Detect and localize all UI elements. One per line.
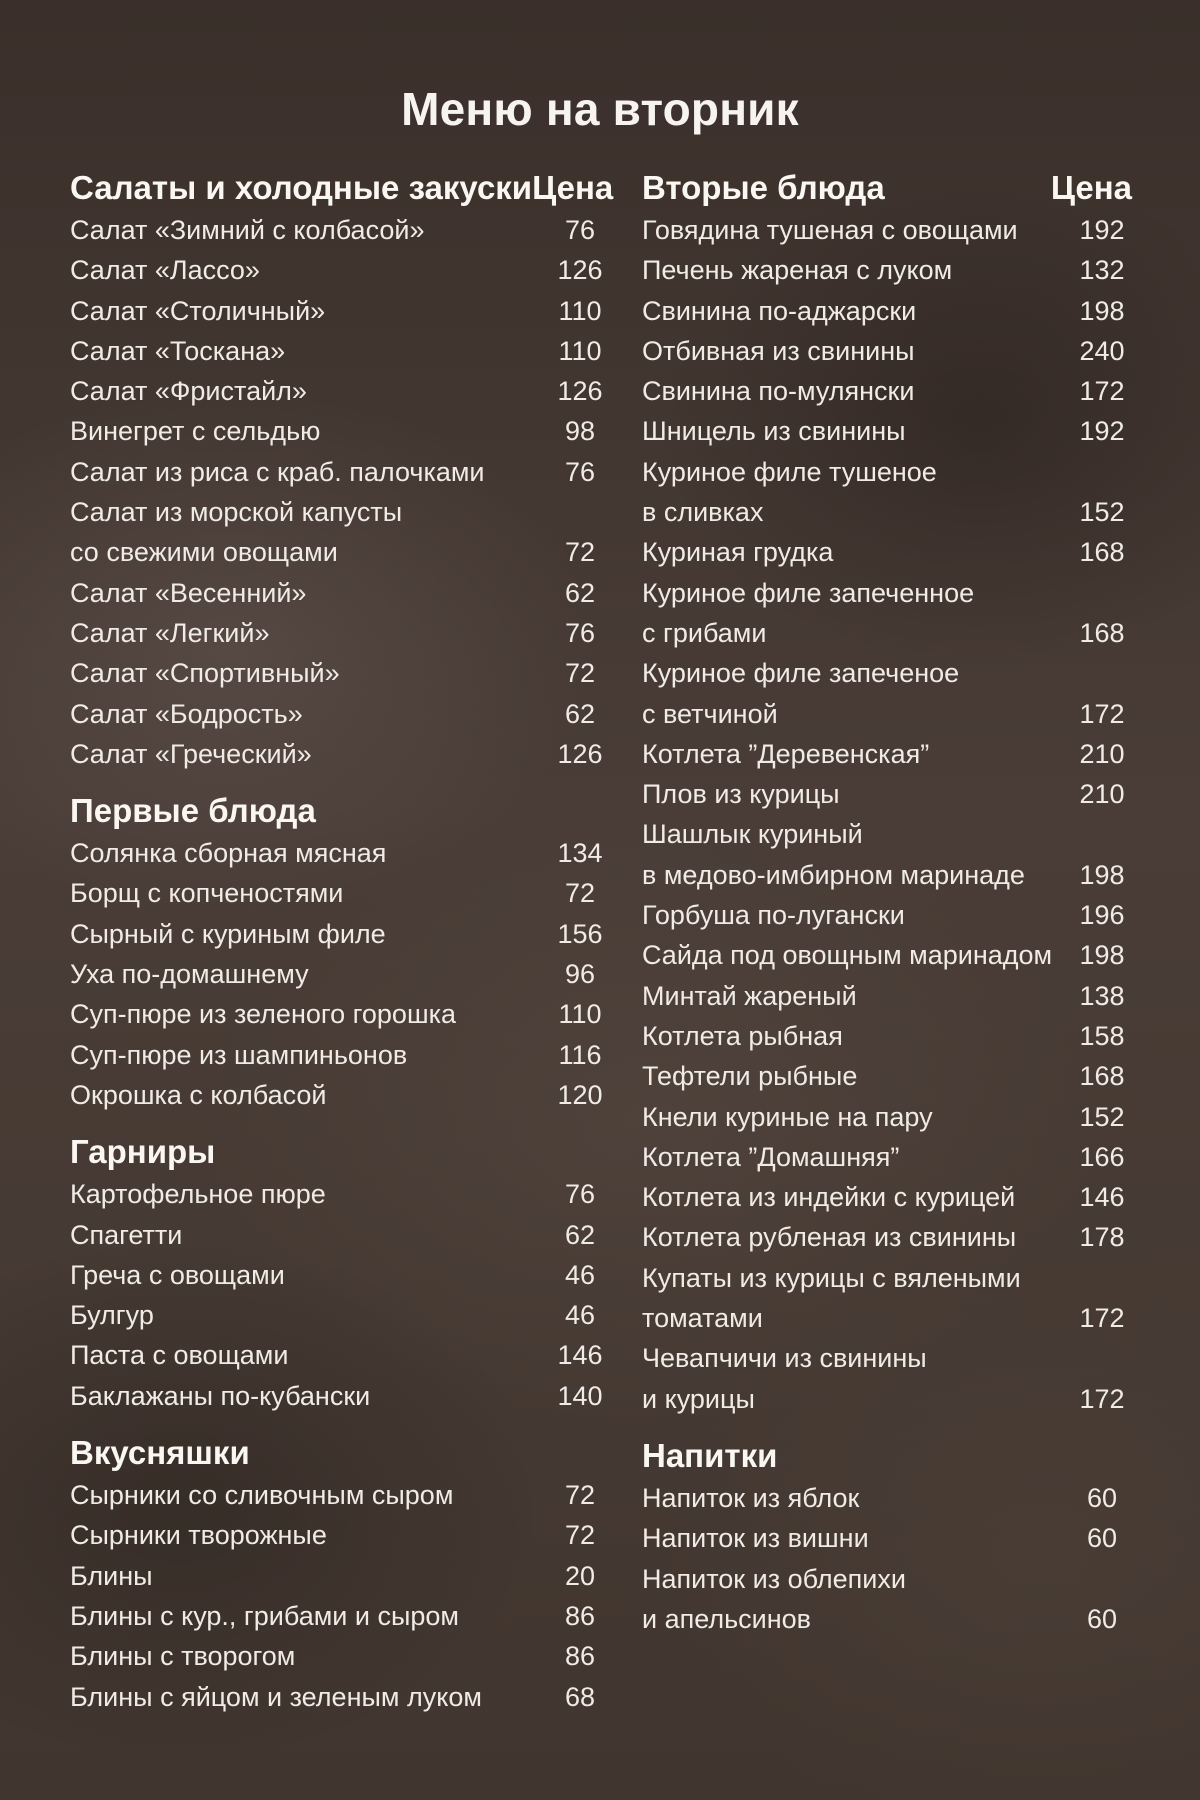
- menu-item: [642, 976, 1132, 1016]
- menu-item: [70, 210, 610, 250]
- menu-item: [70, 1376, 610, 1416]
- price-column-label: Цена: [1050, 169, 1132, 206]
- menu-item: [70, 1677, 610, 1717]
- menu-item: [642, 452, 1132, 533]
- item-price: 196: [1079, 900, 1125, 931]
- menu-item: [642, 210, 1132, 250]
- menu-item: [642, 895, 1132, 935]
- item-name: Котлета ”Деревенская”: [642, 738, 930, 769]
- item-name: [642, 1559, 906, 1640]
- menu-item: [70, 1596, 610, 1636]
- menu-item: [70, 1174, 610, 1214]
- menu-item: [70, 914, 610, 954]
- menu-item: [70, 1255, 610, 1295]
- item-name: Плов из курицы: [642, 779, 840, 810]
- item-price: 158: [1079, 1020, 1125, 1051]
- section-second-courses: [642, 166, 1132, 1419]
- item-name: Блины с творогом: [70, 1641, 296, 1672]
- menu-item: [642, 1338, 1132, 1419]
- item-name: [642, 452, 937, 533]
- item-name: Салат «Лассо»: [70, 255, 260, 286]
- item-name: Напиток из яблок: [642, 1482, 860, 1513]
- item-price: 86: [564, 1600, 596, 1631]
- item-name-line: Куриное филе тушеное: [642, 456, 937, 487]
- section-drinks: [642, 1434, 1132, 1639]
- item-price: 198: [1079, 859, 1125, 890]
- menu-item: [642, 653, 1132, 734]
- menu-item: [70, 994, 610, 1034]
- item-name-line: в медово-имбирном маринаде: [642, 859, 1025, 890]
- menu-item: [70, 1215, 610, 1255]
- item-name: Салат «Весенний»: [70, 577, 307, 608]
- menu-item: [642, 1258, 1132, 1339]
- item-price: 72: [564, 878, 596, 909]
- item-price: 98: [564, 416, 596, 447]
- item-name: Котлета рыбная: [642, 1020, 843, 1051]
- left-column: [70, 166, 614, 1717]
- item-name: Горбуша по-лугански: [642, 900, 905, 931]
- item-price: 60: [1086, 1603, 1118, 1634]
- section-title: Салаты и холодные закуски: [70, 169, 533, 206]
- section-items: [642, 210, 1132, 1419]
- item-price: 138: [1079, 980, 1125, 1011]
- item-name: [70, 492, 402, 573]
- item-price: 110: [558, 295, 602, 326]
- menu-item: [70, 873, 610, 913]
- menu-item: [642, 1137, 1132, 1177]
- section-first-courses: [70, 789, 610, 1115]
- item-price: 76: [564, 617, 596, 648]
- item-name: Тефтели рыбные: [642, 1061, 858, 1092]
- menu-item: [642, 1097, 1132, 1137]
- section-header: [642, 1434, 1132, 1478]
- menu-item: [70, 833, 610, 873]
- section-items: [70, 1174, 610, 1416]
- menu-item: [642, 532, 1132, 572]
- item-price: 168: [1079, 1061, 1125, 1092]
- item-name: Салат «Зимний с колбасой»: [70, 215, 425, 245]
- item-name: Винегрет с сельдью: [70, 416, 321, 447]
- item-price: 76: [564, 456, 596, 487]
- item-name: [642, 1338, 927, 1419]
- item-name: Паста с овощами: [70, 1340, 289, 1371]
- item-name: Котлета из индейки с курицей: [642, 1182, 1016, 1213]
- item-price: 60: [1086, 1482, 1118, 1513]
- item-price: 62: [564, 577, 596, 608]
- section-items: [642, 1478, 1132, 1639]
- item-name: Булгур: [70, 1300, 154, 1331]
- menu-item: [70, 291, 610, 331]
- item-name-line: Куриное филе запеченное: [642, 577, 975, 608]
- item-name: Уха по-домашнему: [70, 959, 309, 990]
- item-price: 62: [564, 698, 596, 729]
- item-name: Салат «Греческий»: [70, 738, 312, 769]
- menu-item: [642, 734, 1132, 774]
- menu-item: [642, 814, 1132, 895]
- menu-item: [642, 935, 1132, 975]
- item-name: Салат «Тоскана»: [70, 335, 286, 366]
- item-name: Борщ с копченостями: [70, 878, 344, 909]
- section-title: Вкусняшки: [70, 1434, 250, 1472]
- item-name-line: Шашлык куриный: [642, 819, 863, 850]
- item-price: 62: [564, 1219, 596, 1250]
- item-price: 20: [564, 1560, 596, 1591]
- item-name: Салат «Бодрость»: [70, 698, 303, 729]
- menu-item: [70, 653, 610, 693]
- section-header: [70, 789, 610, 833]
- menu-item: [642, 1518, 1132, 1558]
- item-name-line: и апельсинов: [642, 1603, 812, 1634]
- item-price: 192: [1079, 416, 1125, 447]
- menu-item: [642, 1177, 1132, 1217]
- item-name-line: с ветчиной: [642, 698, 778, 729]
- item-name: Суп-пюре из шампиньонов: [70, 1039, 408, 1070]
- item-price: 166: [1079, 1141, 1125, 1172]
- menu-item: [642, 1056, 1132, 1096]
- item-price: 240: [1079, 335, 1125, 366]
- item-price: 76: [564, 1179, 596, 1210]
- item-price: 178: [1079, 1222, 1125, 1253]
- menu-item: [70, 573, 610, 613]
- item-price: 172: [1079, 376, 1125, 407]
- item-price: 198: [1079, 295, 1125, 326]
- item-name-line: Купаты из курицы с вялеными: [642, 1262, 1021, 1293]
- item-name-line: с грибами: [642, 617, 767, 648]
- item-name: Отбивная из свинины: [642, 335, 915, 366]
- item-name: [642, 653, 959, 734]
- item-name: Кнели куриные на пару: [642, 1101, 933, 1132]
- menu-item: [642, 331, 1132, 371]
- item-price: 86: [564, 1641, 596, 1672]
- item-name: [642, 814, 1025, 895]
- item-price: 210: [1079, 779, 1125, 810]
- item-name-line: Чевапчичи из свинины: [642, 1343, 927, 1374]
- menu-item: [70, 1075, 610, 1115]
- item-name-line: Напиток из облепихи: [642, 1563, 906, 1594]
- item-price: 152: [1079, 497, 1125, 528]
- item-name: Солянка сборная мясная: [70, 838, 387, 869]
- menu-item: [642, 411, 1132, 451]
- item-name: Спагетти: [70, 1219, 183, 1250]
- section-items: [70, 833, 610, 1115]
- item-price: 110: [558, 335, 602, 366]
- item-price: 72: [564, 1480, 596, 1511]
- item-price: 168: [1079, 537, 1125, 568]
- menu-item: [70, 492, 610, 573]
- item-price: 156: [557, 918, 603, 949]
- section-title: Гарниры: [70, 1133, 216, 1171]
- item-name-line: Куриное филе запеченое: [642, 658, 960, 689]
- item-price: 126: [557, 255, 603, 286]
- item-name: Салат «Легкий»: [70, 617, 270, 648]
- menu-item: [642, 250, 1132, 290]
- section-title: Вторые блюда: [642, 169, 885, 206]
- item-price: 168: [1079, 617, 1125, 648]
- section-title: Напитки: [642, 1436, 778, 1474]
- menu-item: [70, 331, 610, 371]
- item-name-line: в сливках: [642, 497, 764, 528]
- section-title: Первые блюда: [70, 792, 316, 830]
- section-items: [70, 210, 610, 774]
- menu-item: [70, 1295, 610, 1335]
- menu-item: [70, 734, 610, 774]
- menu-item: [70, 1035, 610, 1075]
- section-header: [70, 1130, 610, 1174]
- item-name: Блины с яйцом и зеленым луком: [70, 1681, 482, 1712]
- item-price: 172: [1079, 1383, 1125, 1414]
- item-price: 68: [564, 1681, 596, 1712]
- section-header: [642, 166, 1132, 210]
- section-treats: [70, 1431, 610, 1717]
- menu-item: [70, 1335, 610, 1375]
- item-name: Котлета ”Домашняя”: [642, 1141, 900, 1172]
- item-price: 192: [1079, 215, 1125, 245]
- page-title: Меню на вторник: [401, 83, 799, 135]
- item-price: 110: [558, 999, 602, 1030]
- item-name-line: и курицы: [642, 1383, 755, 1414]
- item-price: 120: [557, 1079, 603, 1110]
- item-price: 46: [564, 1300, 596, 1331]
- item-name: Окрошка с колбасой: [70, 1079, 327, 1110]
- section-header: [70, 166, 614, 210]
- item-price: 60: [1086, 1523, 1118, 1554]
- item-name-line: томатами: [642, 1303, 763, 1334]
- item-name: Свинина по-мулянски: [642, 376, 915, 407]
- item-price: 116: [558, 1039, 602, 1070]
- menu-item: [642, 1217, 1132, 1257]
- menu-item: [642, 371, 1132, 411]
- item-name: Баклажаны по-кубански: [70, 1380, 371, 1411]
- item-price: 146: [557, 1340, 603, 1371]
- item-name: Салат «Столичный»: [70, 295, 326, 326]
- item-name: Сырники со сливочным сыром: [70, 1480, 454, 1511]
- item-price: 72: [564, 658, 596, 689]
- item-name: Шницель из свинины: [642, 416, 906, 447]
- item-price: 72: [564, 1520, 596, 1551]
- item-price: 140: [557, 1380, 603, 1411]
- item-price: 126: [557, 738, 603, 769]
- section-items: [70, 1475, 610, 1717]
- item-price: 132: [1079, 255, 1125, 286]
- item-name: Напиток из вишни: [642, 1523, 869, 1554]
- item-price: 198: [1079, 940, 1125, 971]
- item-price: 76: [564, 215, 596, 245]
- section-salads: [70, 166, 614, 774]
- section-header: [70, 1431, 610, 1475]
- item-price: 72: [564, 537, 596, 568]
- item-name-line: Салат из морской капусты: [70, 497, 403, 528]
- item-price: 46: [564, 1259, 596, 1290]
- menu-item: [70, 694, 610, 734]
- menu-item: [642, 774, 1132, 814]
- item-name: [642, 1258, 1021, 1339]
- menu-item: [70, 1636, 610, 1676]
- item-name: Говядина тушеная с овощами: [642, 215, 1018, 245]
- item-price: 146: [1079, 1182, 1125, 1213]
- item-name: Куриная грудка: [642, 537, 834, 568]
- item-name: Картофельное пюре: [70, 1179, 326, 1210]
- menu-item: [642, 1559, 1132, 1640]
- item-name: Минтай жареный: [642, 980, 857, 1011]
- item-name-line: со свежими овощами: [70, 537, 338, 568]
- menu-item: [70, 954, 610, 994]
- item-name: Котлета рубленая из свинины: [642, 1222, 1017, 1253]
- item-price: 96: [564, 959, 596, 990]
- price-column-label: Цена: [532, 169, 614, 206]
- item-name: Сырный с куриным филе: [70, 918, 386, 949]
- menu-item: [642, 1016, 1132, 1056]
- item-name: Суп-пюре из зеленого горошка: [70, 999, 457, 1030]
- menu-item: [70, 1556, 610, 1596]
- item-name: Салат «Спортивный»: [70, 658, 340, 689]
- item-name: Свинина по-аджарски: [642, 295, 917, 326]
- right-column: [642, 166, 1132, 1639]
- item-price: 126: [557, 376, 603, 407]
- item-name: Салат из риса с краб. палочками: [70, 456, 485, 487]
- menu-item: [642, 573, 1132, 654]
- menu-item: [70, 452, 610, 492]
- item-name: Блины: [70, 1560, 153, 1591]
- item-name: Блины с кур., грибами и сыром: [70, 1600, 459, 1631]
- menu-item: [70, 250, 610, 290]
- item-price: 210: [1079, 738, 1125, 769]
- item-name: Греча с овощами: [70, 1259, 285, 1290]
- menu-item: [70, 411, 610, 451]
- menu-item: [70, 1475, 610, 1515]
- item-price: 172: [1079, 1303, 1125, 1334]
- menu-item: [642, 1478, 1132, 1518]
- menu-item: [642, 291, 1132, 331]
- menu-item: [70, 1515, 610, 1555]
- item-name: [642, 573, 974, 654]
- item-price: 172: [1079, 698, 1125, 729]
- menu-item: [70, 613, 610, 653]
- item-name: Салат «Фристайл»: [70, 376, 307, 407]
- menu-item: [70, 371, 610, 411]
- item-name: Печень жареная с луком: [642, 255, 953, 286]
- item-name: Сырники творожные: [70, 1520, 327, 1551]
- item-price: 134: [557, 838, 603, 869]
- item-price: 152: [1079, 1101, 1125, 1132]
- item-name: Сайда под овощным маринадом: [642, 940, 1053, 971]
- section-sides: [70, 1130, 610, 1416]
